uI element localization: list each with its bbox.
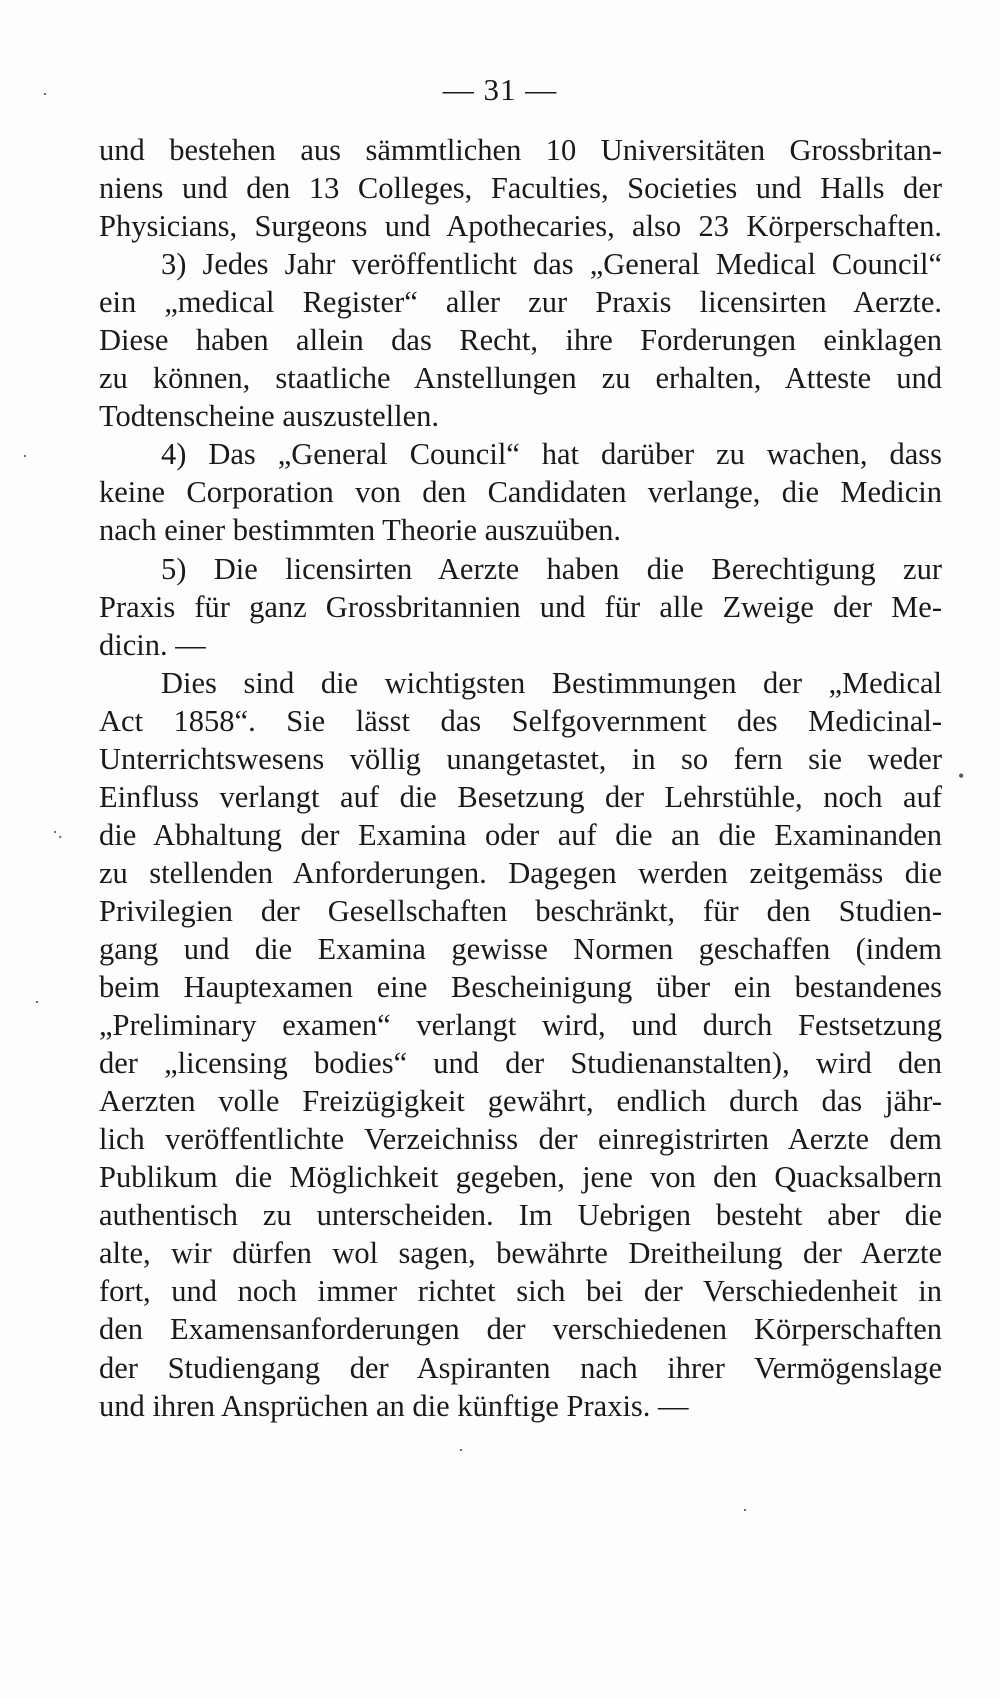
text-line: Dies sind die wichtigsten Bestimmungen der „Medical bbox=[161, 665, 942, 700]
text-line: Diese haben allein das Recht, ihre Forderungen einklagen bbox=[99, 323, 942, 358]
scan-speck: ·. bbox=[52, 822, 63, 842]
page-number: — 31 — bbox=[442, 72, 558, 107]
scan-speck: · bbox=[458, 1440, 464, 1460]
text-line: den Examensanforderungen der verschiedenen Körperschaften bbox=[99, 1312, 942, 1347]
text-line: und ihren Ansprüchen an die künftige Praxis. — bbox=[99, 1388, 689, 1423]
text-line: dicin. — bbox=[99, 627, 206, 662]
text-line: Praxis für ganz Grossbritannien und für alle Zweige der Me- bbox=[99, 589, 942, 624]
text-line: gang und die Examina gewisse Normen geschaffen (indem bbox=[99, 931, 942, 966]
text-line: Physicians, Surgeons und Apothecaries, also 23 Körperschaften. bbox=[99, 209, 942, 244]
scan-speck: • bbox=[958, 766, 965, 786]
text-line: 5) Die licensirten Aerzte haben die Berechtigung zur bbox=[161, 551, 942, 586]
text-line: keine Corporation von den Candidaten verlange, die Medicin bbox=[99, 475, 942, 510]
text-line: der Studiengang der Aspiranten nach ihrer Vermögenslage bbox=[99, 1350, 942, 1385]
text-line: Todtenscheine auszustellen. bbox=[99, 399, 440, 434]
text-line: beim Hauptexamen eine Bescheinigung über ein bestandenes bbox=[99, 970, 942, 1005]
scan-speck: · bbox=[34, 992, 40, 1012]
text-line: Unterrichtswesens völlig unangetastet, in so fern sie weder bbox=[99, 741, 942, 776]
text-line: „Preliminary examen“ verlangt wird, und durch Festsetzung bbox=[99, 1008, 942, 1043]
body-text bbox=[99, 131, 942, 1425]
text-line: fort, und noch immer richtet sich bei der Verschiedenheit in bbox=[99, 1274, 942, 1309]
text-line: Privilegien der Gesellschaften beschränkt, für den Studien- bbox=[99, 893, 942, 928]
text-line: und bestehen aus sämmtlichen 10 Universitäten Grossbritan- bbox=[99, 133, 942, 167]
text-line: ein „medical Register“ aller zur Praxis licensirten Aerzte. bbox=[99, 285, 942, 320]
text-line: alte, wir dürfen wol sagen, bewährte Dreitheilung der Aerzte bbox=[99, 1236, 942, 1271]
text-line: zu stellenden Anforderungen. Dagegen werden zeitgemäss die bbox=[99, 855, 942, 890]
text-line: zu können, staatliche Anstellungen zu erhalten, Atteste und bbox=[99, 361, 942, 396]
text-line: Aerzten volle Freizügigkeit gewährt, endlich durch das jähr- bbox=[99, 1084, 942, 1119]
text-line: niens und den 13 Colleges, Faculties, Societies und Halls der bbox=[99, 171, 942, 206]
scan-speck: · bbox=[742, 1500, 748, 1520]
text-line: Act 1858“. Sie lässt das Selfgovernment des Medicinal- bbox=[99, 703, 942, 738]
text-line: der „licensing bodies“ und der Studienanstalten), wird den bbox=[99, 1046, 942, 1081]
text-line: Einfluss verlangt auf die Besetzung der Lehrstühle, noch auf bbox=[99, 779, 942, 814]
text-line: authentisch zu unterscheiden. Im Uebrigen besteht aber die bbox=[99, 1198, 942, 1233]
text-line: 3) Jedes Jahr veröffentlicht das „General Medical Council“ bbox=[161, 247, 942, 282]
text-line: nach einer bestimmten Theorie auszuüben. bbox=[99, 513, 621, 548]
scan-speck: · bbox=[22, 446, 28, 466]
text-line: Publikum die Möglichkeit gegeben, jene von den Quacksalbern bbox=[99, 1160, 942, 1195]
scan-speck: · bbox=[42, 84, 48, 104]
text-line: lich veröffentlichte Verzeichniss der einregistrirten Aerzte dem bbox=[99, 1122, 942, 1157]
text-line: die Abhaltung der Examina oder auf die an die Examinanden bbox=[99, 817, 942, 852]
text-line: 4) Das „General Council“ hat darüber zu wachen, dass bbox=[161, 437, 942, 472]
